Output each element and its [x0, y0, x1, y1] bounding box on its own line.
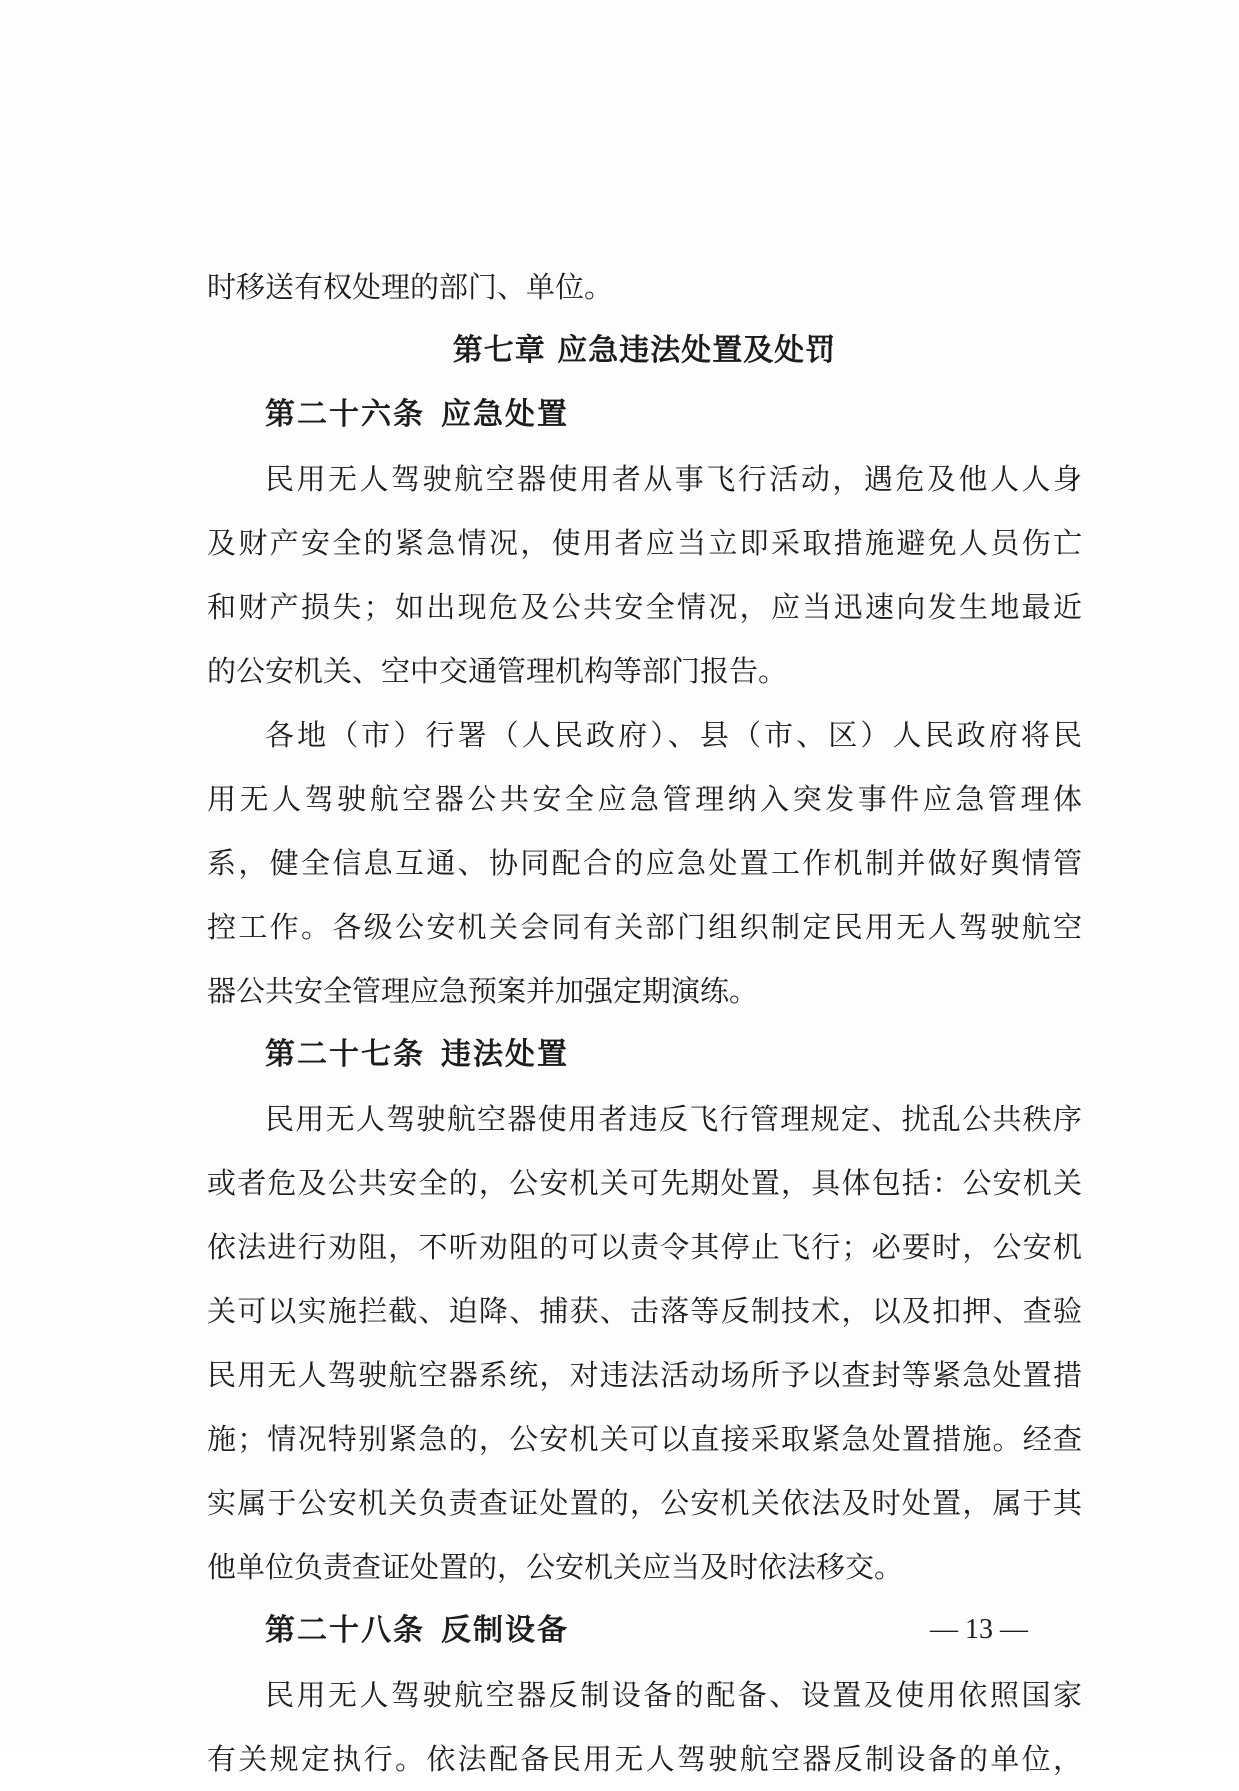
text-line: 系，健全信息互通、协同配合的应急处置工作机制并做好舆情管	[207, 846, 1082, 880]
text-line: 依法进行劝阻，不听劝阻的可以责令其停止飞行；必要时，公安机	[207, 1230, 1082, 1264]
article-title: 应急处置	[441, 397, 569, 432]
text-line: 关可以实施拦截、迫降、捕获、击落等反制技术，以及扣押、查验	[207, 1294, 1082, 1328]
text-line: 民用无人驾驶航空器反制设备的配备、设置及使用依照国家	[265, 1678, 1082, 1712]
text-line: 他单位负责查证处置的，公安机关应当及时依法移交。	[207, 1550, 904, 1584]
text-line: 和财产损失；如出现危及公共安全情况，应当迅速向发生地最近	[207, 590, 1082, 624]
text-line: 有关规定执行。依法配备民用无人驾驶航空器反制设备的单位，	[207, 1742, 1082, 1776]
document-body	[207, 255, 1082, 1791]
text-line: 民用无人驾驶航空器使用者违反飞行管理规定、扰乱公共秩序	[265, 1102, 1082, 1136]
article-heading	[207, 1023, 1082, 1087]
article-number: 第二十八条	[265, 1613, 425, 1648]
article-title: 违法处置	[441, 1037, 569, 1072]
text-line: 用无人驾驶航空器公共安全应急管理纳入突发事件应急管理体	[207, 782, 1082, 816]
page-number: — 13 —	[930, 1614, 1028, 1645]
article-title: 反制设备	[441, 1613, 569, 1648]
text-line: 控工作。各级公安机关会同有关部门组织制定民用无人驾驶航空	[207, 910, 1082, 944]
text-line: 民用无人驾驶航空器使用者从事飞行活动，遇危及他人人身	[265, 462, 1082, 496]
article-heading	[207, 383, 1082, 447]
article-number: 第二十七条	[265, 1037, 425, 1072]
body-paragraph	[207, 447, 1082, 703]
text-line: 实属于公安机关负责查证处置的，公安机关依法及时处置，属于其	[207, 1486, 1082, 1520]
article-number: 第二十六条	[265, 397, 425, 432]
text-line: 各地（市）行署（人民政府）、县（市、区）人民政府将民	[265, 718, 1082, 752]
text-line: 的公安机关、空中交通管理机构等部门报告。	[207, 654, 788, 688]
body-paragraph	[207, 1663, 1082, 1791]
text-line: 或者危及公共安全的，公安机关可先期处置，具体包括：公安机关	[207, 1166, 1082, 1200]
text-line: 时移送有权处理的部门、单位。	[207, 270, 614, 304]
body-paragraph	[207, 255, 1082, 319]
chapter-heading: 第七章 应急违法处置及处罚	[452, 333, 837, 368]
text-line: 器公共安全管理应急预案并加强定期演练。	[207, 974, 759, 1008]
text-line: 施；情况特别紧急的，公安机关可以直接采取紧急处置措施。经查	[207, 1422, 1082, 1456]
text-line: 民用无人驾驶航空器系统，对违法活动场所予以查封等紧急处置措	[207, 1358, 1082, 1392]
text-line: 及财产安全的紧急情况，使用者应当立即采取措施避免人员伤亡	[207, 526, 1082, 560]
body-paragraph	[207, 1087, 1082, 1599]
body-paragraph	[207, 703, 1082, 1023]
